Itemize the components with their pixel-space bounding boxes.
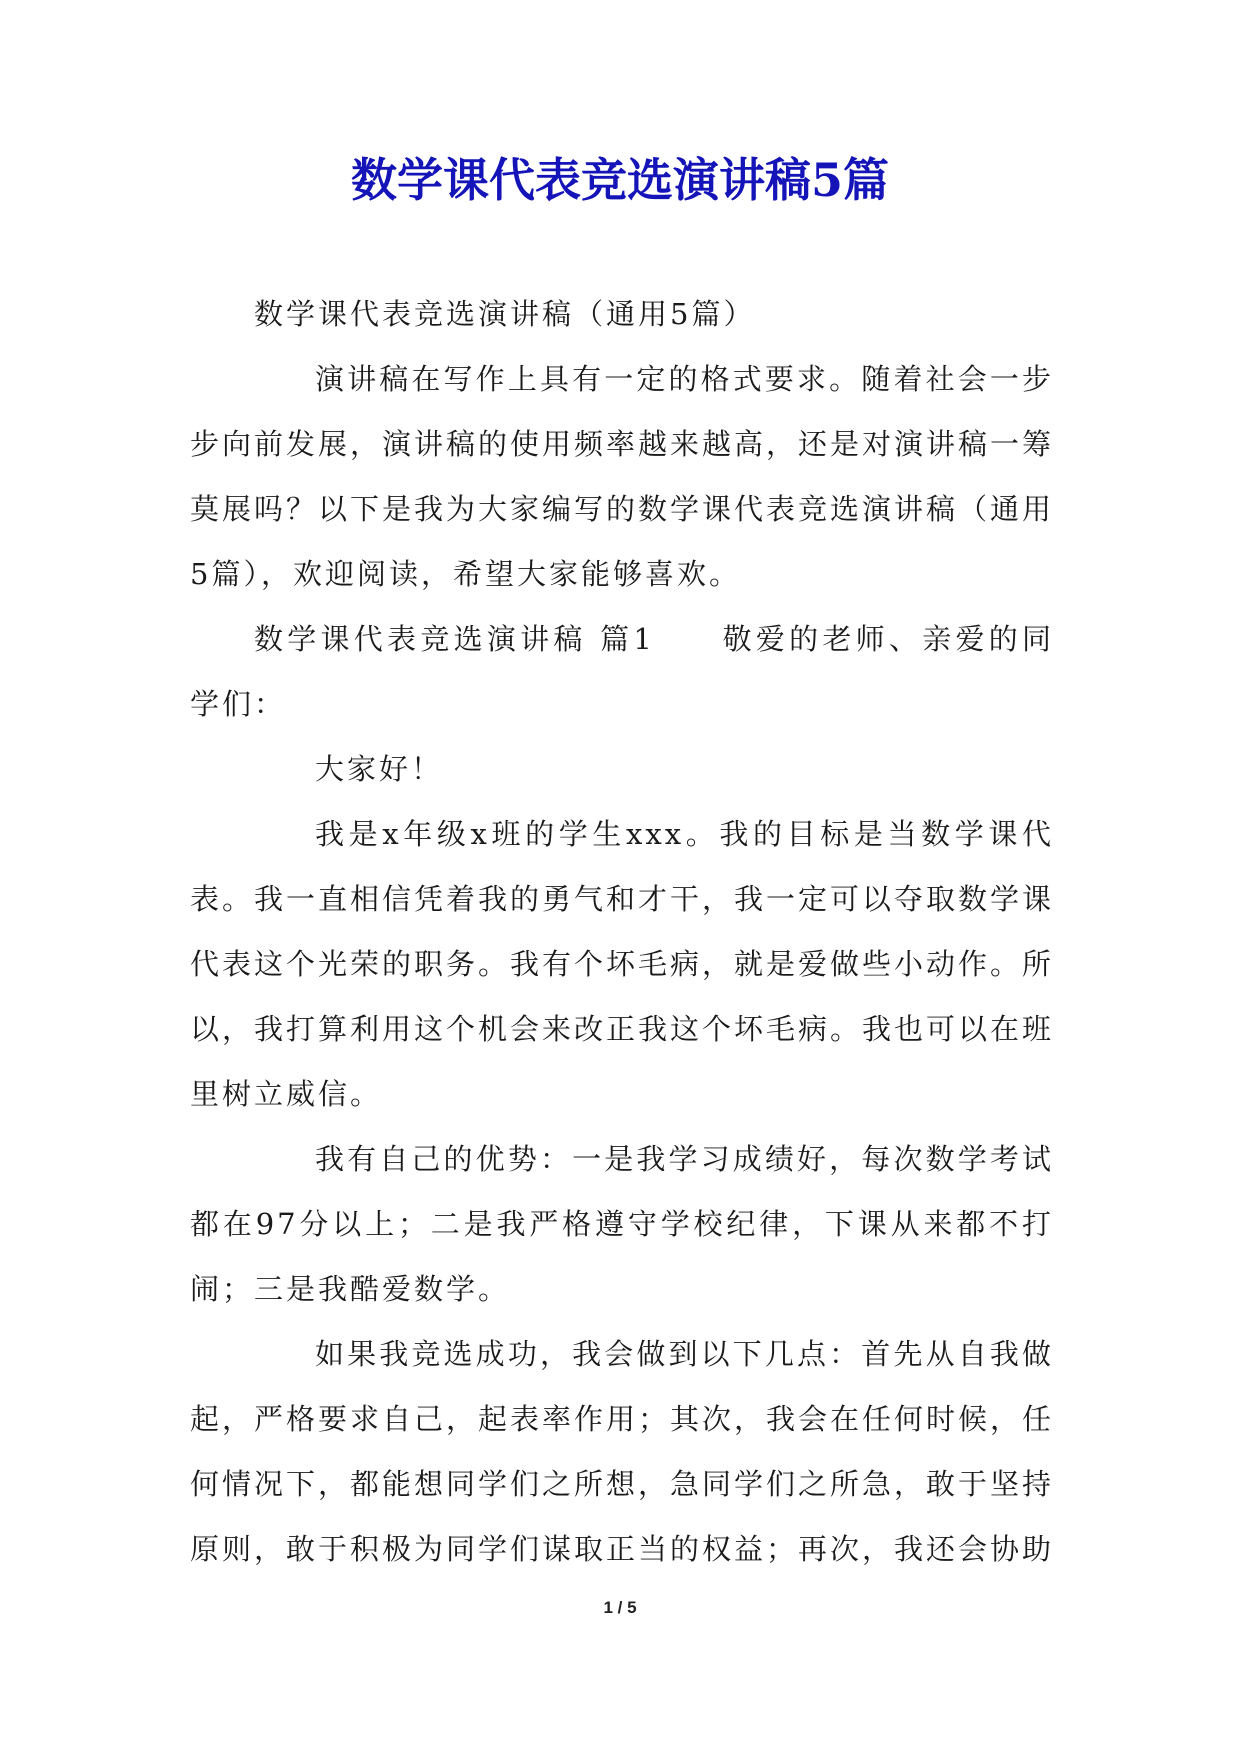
paragraph-section-heading: 数学课代表竞选演讲稿 篇1 敬爱的老师、亲爱的同学们： xyxy=(190,622,1054,721)
paragraph-subtitle: 数学课代表竞选演讲稿（通用5篇） xyxy=(254,297,756,331)
paragraph-advantages: 我有自己的优势：一是我学习成绩好，每次数学考试都在97分以上；二是我严格遵守学校纪律，下课从来都不打闹；三是我酷爱数学。 xyxy=(190,1142,1054,1306)
document-title: 数学课代表竞选演讲稿5篇 xyxy=(350,153,889,207)
paragraph-self-introduction: 我是x年级x班的学生xxx。我的目标是当数学课代表。我一直相信凭着我的勇气和才干，我一定可以夺取数学课代表这个光荣的职务。我有个坏毛病，就是爱做些小动作。所以，我打算利用这个机会来改正我这个坏毛病。我也可以在班里树立威信。 xyxy=(190,817,1055,1111)
paragraph-greeting: 大家好！ xyxy=(315,752,444,786)
paragraph-promises: 如果我竞选成功，我会做到以下几点：首先从自我做起，严格要求自己，起表率作用；其次，我会在任何时候，任何情况下，都能想同学们之所想，急同学们之所急，敢于坚持原则，敢于积极为同学们谋取正当的权益；再次，我还会协助 xyxy=(190,1337,1055,1566)
document-body xyxy=(190,282,1054,1582)
paragraph-intro: 演讲稿在写作上具有一定的格式要求。随着社会一步步向前发展，演讲稿的使用频率越来越高，还是对演讲稿一筹莫展吗？以下是我为大家编写的数学课代表竞选演讲稿（通用5篇），欢迎阅读，希望大家能够喜欢。 xyxy=(190,362,1055,591)
page-number: 1 / 5 xyxy=(603,1598,637,1617)
